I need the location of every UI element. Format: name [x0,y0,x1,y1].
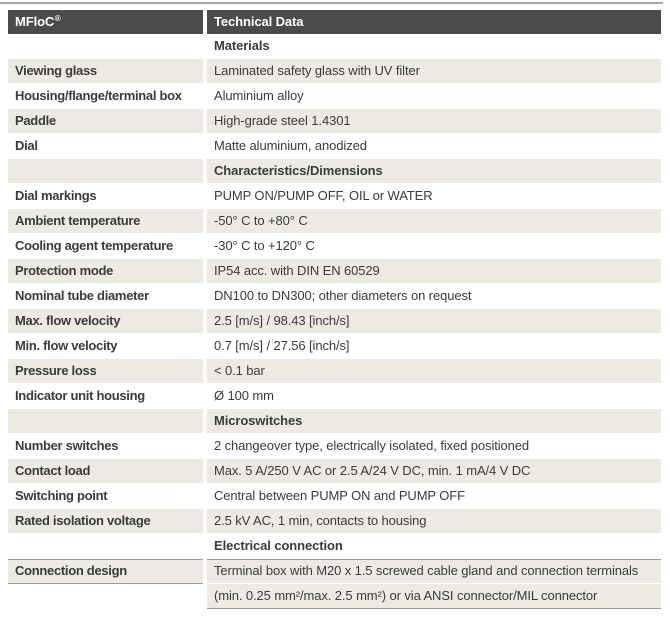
table-row [8,359,661,384]
table-row [8,184,661,209]
row-value: Terminal box with M20 x 1.5 screwed cable gland and connection terminals [207,559,661,584]
row-label: Indicator unit housing [8,384,203,409]
row-label [8,584,203,609]
row-label: Ambient temperature [8,209,203,234]
row-value: Characteristics/Dimensions [207,159,661,184]
row-label: Switching point [8,484,203,509]
row-value: 0.7 [m/s] / 27.56 [inch/s] [207,334,661,359]
row-value: Materials [207,34,661,59]
table-row [8,59,661,84]
table-title: Technical Data [207,10,661,34]
table-row [8,334,661,359]
row-value: 2.5 [m/s] / 98.43 [inch/s] [207,309,661,334]
row-value: Max. 5 A/250 V AC or 2.5 A/24 V DC, min. 1 mA/4 V DC [207,459,661,484]
table-row [8,484,661,509]
row-value: < 0.1 bar [207,359,661,384]
row-value: Electrical connection [207,534,661,559]
row-value: PUMP ON/PUMP OFF, OIL or WATER [207,184,661,209]
table-row [8,509,661,534]
table-row [8,309,661,334]
table-row [8,559,661,584]
row-label: Pressure loss [8,359,203,384]
row-label: Cooling agent temperature [8,234,203,259]
table-row [8,434,661,459]
table-row [8,34,661,59]
product-name [8,10,203,34]
row-label [8,534,203,559]
row-value: Matte aluminium, anodized [207,134,661,159]
row-value: -50° C to +80° C [207,209,661,234]
table-row [8,384,661,409]
row-value: High-grade steel 1.4301 [207,109,661,134]
row-label [8,159,203,184]
table-row [8,459,661,484]
table-row [8,534,661,559]
row-label: Number switches [8,434,203,459]
row-value: Central between PUMP ON and PUMP OFF [207,484,661,509]
row-label: Dial [8,134,203,159]
table-row [8,584,661,609]
table-header [8,10,661,34]
table-body [8,34,661,609]
row-label: Contact load [8,459,203,484]
row-value: 2.5 kV AC, 1 min, contacts to housing [207,509,661,534]
row-value: -30° C to +120° C [207,234,661,259]
table-row [8,409,661,434]
table-row [8,284,661,309]
row-label [8,34,203,59]
spec-table [8,10,661,609]
row-label: Viewing glass [8,59,203,84]
product-name-text: MFloC [15,14,55,29]
row-label: Connection design [8,559,203,584]
row-label: Rated isolation voltage [8,509,203,534]
table-row [8,209,661,234]
table-row [8,84,661,109]
row-label: Protection mode [8,259,203,284]
registered-trademark-mark: ® [54,14,61,23]
row-value: Ø 100 mm [207,384,661,409]
row-label: Paddle [8,109,203,134]
row-value: Microswitches [207,409,661,434]
row-label: Max. flow velocity [8,309,203,334]
row-value: (min. 0.25 mm²/max. 2.5 mm²) or via ANSI connector/MIL connector [207,584,661,609]
row-value: Laminated safety glass with UV filter [207,59,661,84]
row-label: Min. flow velocity [8,334,203,359]
table-row [8,109,661,134]
table-row [8,159,661,184]
top-rule [0,2,663,4]
row-label: Nominal tube diameter [8,284,203,309]
row-label [8,409,203,434]
table-row [8,234,661,259]
row-value: Aluminium alloy [207,84,661,109]
row-value: 2 changeover type, electrically isolated, fixed positioned [207,434,661,459]
row-label: Dial markings [8,184,203,209]
row-label: Housing/flange/terminal box [8,84,203,109]
table-row [8,134,661,159]
row-value: IP54 acc. with DIN EN 60529 [207,259,661,284]
table-row [8,259,661,284]
row-value: DN100 to DN300; other diameters on request [207,284,661,309]
